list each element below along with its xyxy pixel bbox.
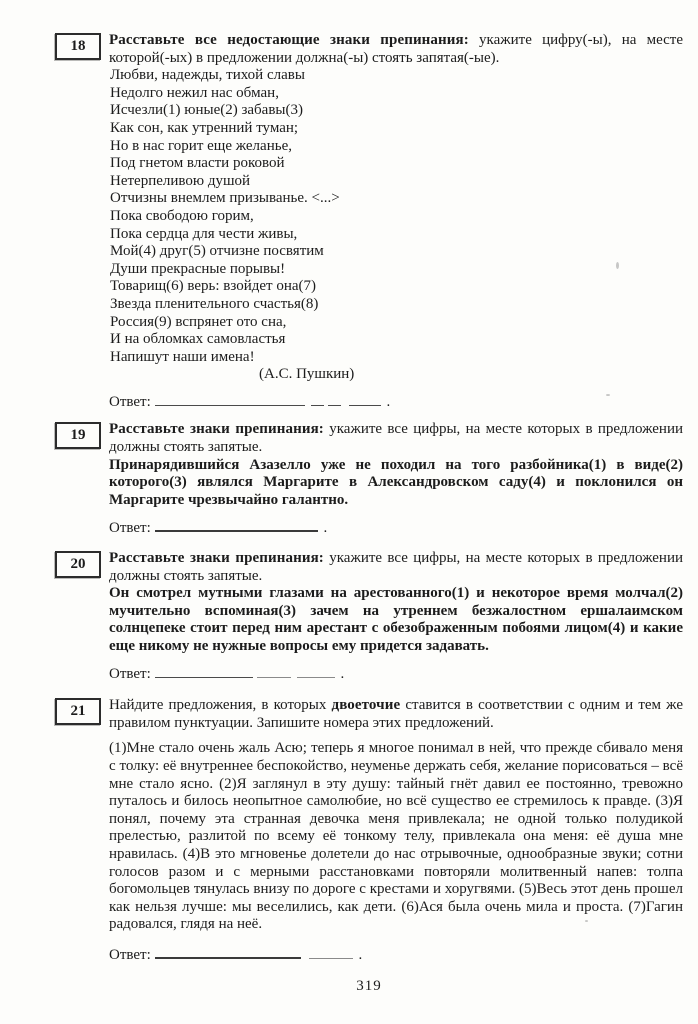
scan-artifact — [616, 262, 619, 269]
poem-line: Звезда пленительного счастья(8) — [110, 295, 319, 312]
task-21-passage: (1)Мне стало очень жаль Асю; теперь я многое понимал в ней, что прежде сбивало меня с толку: её внутреннее беспокойство, неуменье держать себя, желание порисоваться – всё мне стало ясно. (2)Я заглянул в эту душу: тайный гнёт давил ее постоянно, тревожно путалось и билось неопытное самолюбие, но всё существо ее стремилось к правде. (3)Я понял, почему эта странная девочка меня привлекала; не одной только полудикой прелестью, разлитой по всему её тонкому телу, привлекала она меня: её душа мне нравилась. (4)В это мгновенье долетели до нас отрывочные, однообразные звуки; сотни голосов разом и с мерными расстановками повторяли молитвенный напев: толпа богомольцев тянулась внизу по дороге с крестами и хоругвями. (5)Весь этот день прошел как нельзя лучше: мы веселились, как дети. (6)Ася была очень мила и проста. (7)Гагин радовался, глядя на неё. — [109, 740, 683, 933]
answer-period: . — [386, 393, 391, 410]
answer-label: Ответ: — [109, 393, 151, 410]
answer-blank — [155, 517, 318, 532]
page-content — [55, 32, 683, 995]
poem-attribution: (А.С. Пушкин) — [259, 366, 355, 383]
task-21-instruction-bold-word: двоеточие — [331, 697, 401, 714]
poem-line: Как сон, как утренний туман; — [110, 119, 299, 136]
poem-line: Отчизны внемлем призыванье. <...> — [110, 190, 340, 207]
answer-blank — [257, 664, 291, 678]
task-19-number-box: 19 — [55, 422, 101, 449]
task-19-sentence: Принарядившийся Азазелло уже не походил на того разбойника(1) в виде(2) которого(3) являлся Маргарите в Александровском саду(4) и поклонился он Маргарите чрезвычайно галантно. — [109, 456, 683, 508]
scan-artifact — [585, 920, 588, 922]
answer-blank — [309, 945, 353, 959]
task-20-number-column — [55, 550, 109, 578]
task-18-number-column — [55, 32, 109, 60]
task-19-instruction — [109, 421, 683, 456]
poem-line: Недолго нежил нас обман, — [110, 84, 279, 101]
task-19-body — [109, 421, 683, 539]
task-21-instruction-post: ставится в соответствии с одним и тем же правилом пунктуации. Запишите номера этих предложений. — [109, 697, 683, 731]
poem-line: Души прекрасные порывы! — [110, 260, 286, 277]
poem-line: Мой(4) друг(5) отчизне посвятим — [110, 243, 324, 260]
task-18-answer-row — [109, 392, 683, 412]
answer-label: Ответ: — [109, 520, 151, 537]
poem-line: Нетерпеливою душой — [110, 172, 251, 189]
answer-blank — [349, 392, 381, 406]
task-20-instruction-rest: укажите все цифры, на месте которых в предложении должны стоять запятые. — [109, 550, 683, 584]
task-18-instruction — [109, 32, 683, 67]
answer-blank — [297, 664, 335, 678]
poem-line: Напишут наши имена! — [110, 348, 255, 365]
task-18-instruction-rest: укажите цифру(-ы), на месте которой(-ых) в предложении должна(-ы) стоять запятая(-ые). — [109, 32, 683, 66]
page-number: 319 — [356, 977, 382, 994]
poem-line: Россия(9) вспрянет ото сна, — [110, 313, 287, 330]
answer-blank — [311, 392, 324, 406]
task-18 — [55, 32, 683, 412]
answer-label: Ответ: — [109, 946, 151, 963]
task-20 — [55, 550, 683, 684]
task-21 — [55, 697, 683, 965]
task-21-answer-row — [109, 944, 683, 965]
task-20-instruction — [109, 550, 683, 585]
poem-line: Товарищ(6) верь: взойдет она(7) — [110, 278, 317, 295]
answer-period: . — [340, 665, 345, 682]
task-18-body — [109, 32, 683, 412]
task-20-body — [109, 550, 683, 684]
poem-line: Пока свободою горим, — [110, 207, 254, 224]
task-19 — [55, 421, 683, 539]
poem-line: И на обломках самовластья — [110, 331, 286, 348]
task-18-instruction-bold: Расставьте все недостающие знаки препинания: — [109, 32, 469, 48]
poem-line: Но в нас горит еще желанье, — [110, 137, 292, 154]
task-18-number-box: 18 — [55, 33, 101, 60]
task-19-answer-row — [109, 517, 683, 538]
answer-blank — [155, 664, 253, 678]
task-21-number-box: 21 — [55, 698, 101, 725]
task-21-instruction-pre: Найдите предложения, в которых — [109, 697, 332, 714]
answer-label: Ответ: — [109, 665, 151, 682]
poem-line: Пока сердца для чести живы, — [110, 225, 298, 242]
task-19-instruction-bold: Расставьте знаки препинания: — [109, 421, 324, 438]
task-21-instruction — [109, 697, 683, 732]
task-19-instruction-rest: укажите все цифры, на месте которых в предложении должны стоять запятые. — [109, 421, 683, 456]
poem-line: Под гнетом власти роковой — [110, 155, 285, 172]
answer-blank — [328, 392, 341, 406]
task-20-number-box: 20 — [55, 551, 101, 578]
task-21-number-column — [55, 697, 109, 725]
task-20-answer-row — [109, 664, 683, 684]
task-21-body — [109, 697, 683, 965]
answer-period: . — [358, 946, 363, 963]
scan-artifact — [606, 394, 610, 396]
task-19-number-column — [55, 421, 109, 449]
poem-line: Исчезли(1) юные(2) забавы(3) — [110, 102, 303, 119]
answer-blank — [155, 392, 305, 406]
answer-period: . — [323, 520, 328, 537]
task-20-instruction-bold: Расставьте знаки препинания: — [109, 550, 324, 567]
task-20-sentence: Он смотрел мутными глазами на арестованного(1) и некоторое время молчал(2) мучительно вспоминая(3) зачем на утреннем безжалостном ершалаимском солнцепеке стоит перед ним арестант с обезображенным побоями лицом(4) и какие еще никому не нужные вопросы ему придется задавать. — [109, 585, 683, 654]
answer-blank — [155, 944, 301, 959]
poem — [109, 67, 683, 384]
poem-line: Любви, надежды, тихой славы — [110, 67, 305, 84]
